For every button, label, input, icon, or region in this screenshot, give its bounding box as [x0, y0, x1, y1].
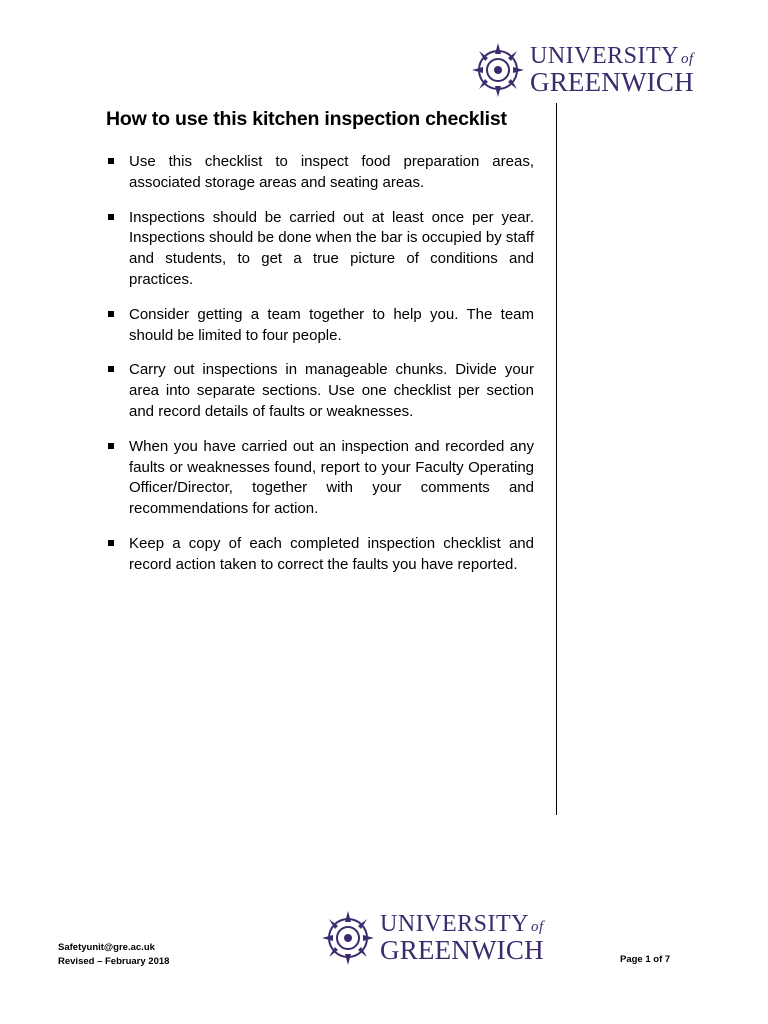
- logo-greenwich-text: GREENWICH: [530, 67, 694, 97]
- list-item: [106, 534, 534, 576]
- list-item: [106, 208, 534, 291]
- list-item: [106, 152, 534, 194]
- bullet-icon: [108, 540, 114, 546]
- logo-university-text: UNIVERSITY: [380, 911, 529, 937]
- logo-of-text: of: [681, 51, 694, 67]
- vertical-divider: [556, 103, 557, 815]
- logo-university-text: UNIVERSITY: [530, 43, 679, 69]
- bullet-icon: [108, 366, 114, 372]
- page-title: How to use this kitchen inspection checklist: [106, 108, 507, 130]
- bullet-icon: [108, 443, 114, 449]
- list-item: [106, 437, 534, 520]
- footer-revised: Revised – February 2018: [58, 956, 170, 967]
- list-item-text: Consider getting a team together to help you. The team should be limited to four people.: [129, 305, 534, 344]
- footer-info: [58, 941, 169, 969]
- list-item-text: Inspections should be carried out at least once per year. Inspections should be done when the bar is occupied by staff and students, to get a true picture of conditions and practices.: [129, 208, 534, 288]
- list-item-text: When you have carried out an inspection and recorded any faults or weaknesses found, report to your Faculty Operating Officer/Director, together with your comments and recommendations for action.: [129, 437, 534, 518]
- footer-email: Safetyunit@gre.ac.uk: [58, 942, 155, 953]
- university-logo-header: [472, 42, 694, 98]
- page-number: Page 1 of 7: [620, 954, 671, 965]
- list-item-text: Keep a copy of each completed inspection checklist and record action taken to correct the faults you have reported.: [129, 534, 534, 573]
- logo-greenwich-text: GREENWICH: [380, 935, 544, 965]
- bullet-icon: [108, 158, 114, 164]
- list-item-text: Carry out inspections in manageable chunks. Divide your area into separate sections. Use one checklist per section and record details of faults or weaknesses.: [129, 361, 534, 420]
- university-crest-icon: [322, 910, 374, 966]
- instruction-list: [106, 152, 534, 590]
- list-item: [106, 360, 534, 422]
- bullet-icon: [108, 214, 114, 220]
- list-item-text: Use this checklist to inspect food preparation areas, associated storage areas and seating areas.: [129, 153, 534, 191]
- university-crest-icon: [472, 42, 524, 98]
- university-logo-footer: [322, 910, 544, 966]
- list-item: [106, 305, 534, 347]
- bullet-icon: [108, 311, 114, 317]
- logo-of-text: of: [531, 919, 544, 935]
